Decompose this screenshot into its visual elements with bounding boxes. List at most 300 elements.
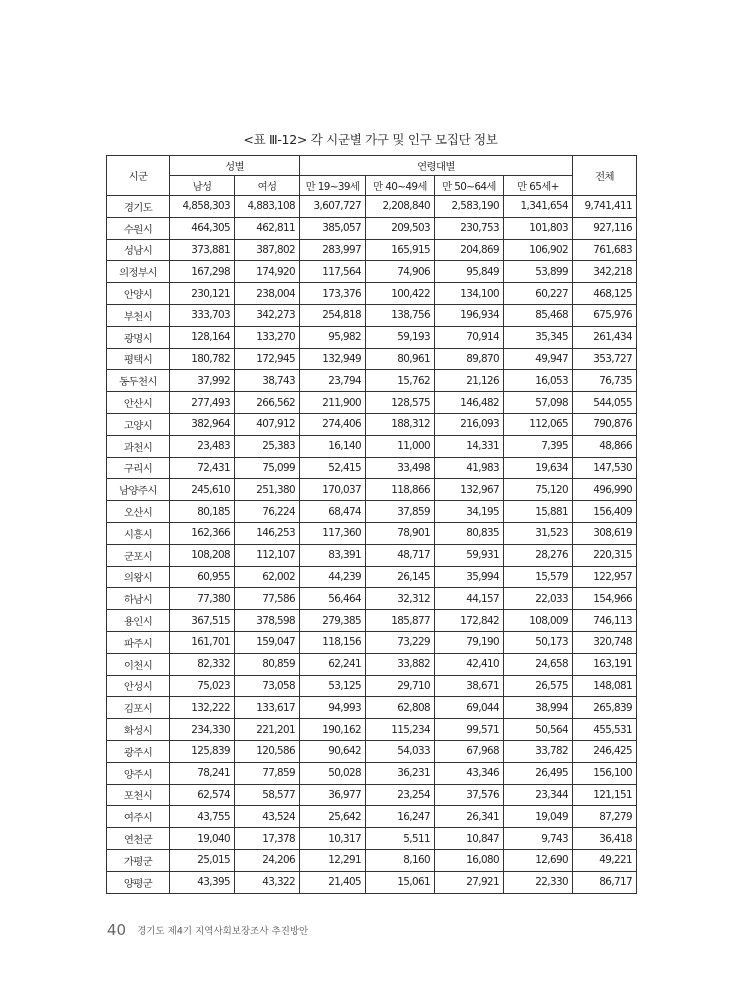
- cell-age-40-49: 33,498: [366, 457, 435, 479]
- cell-age-40-49: 80,961: [366, 348, 435, 370]
- cell-age-65-plus: 19,049: [504, 806, 573, 828]
- cell-total: 342,218: [573, 261, 637, 283]
- table-row: [107, 631, 637, 653]
- cell-region: 김포시: [107, 697, 170, 719]
- cell-region: 의왕시: [107, 566, 170, 588]
- cell-age-40-49: 100,422: [366, 283, 435, 305]
- cell-male: 125,839: [170, 740, 235, 762]
- table-row: [107, 544, 637, 566]
- cell-female: 58,577: [235, 784, 300, 806]
- cell-age-65-plus: 108,009: [504, 610, 573, 632]
- cell-age-19-39: 132,949: [300, 348, 366, 370]
- cell-total: 261,434: [573, 326, 637, 348]
- cell-age-19-39: 190,162: [300, 719, 366, 741]
- cell-age-65-plus: 23,344: [504, 784, 573, 806]
- cell-male: 132,222: [170, 697, 235, 719]
- cell-total: 87,279: [573, 806, 637, 828]
- cell-age-40-49: 37,859: [366, 501, 435, 523]
- cell-male: 19,040: [170, 828, 235, 850]
- table-row: [107, 196, 637, 218]
- cell-age-50-64: 230,753: [435, 217, 504, 239]
- cell-total: 147,530: [573, 457, 637, 479]
- cell-age-40-49: 62,808: [366, 697, 435, 719]
- header-gender-group: 성별: [170, 156, 300, 176]
- cell-age-19-39: 53,125: [300, 675, 366, 697]
- cell-female: 38,743: [235, 370, 300, 392]
- cell-female: 133,270: [235, 326, 300, 348]
- cell-age-65-plus: 26,575: [504, 675, 573, 697]
- cell-age-50-64: 2,583,190: [435, 196, 504, 218]
- cell-total: 544,055: [573, 392, 637, 414]
- cell-male: 128,164: [170, 326, 235, 348]
- cell-female: 76,224: [235, 501, 300, 523]
- cell-age-50-64: 132,967: [435, 479, 504, 501]
- cell-female: 73,058: [235, 675, 300, 697]
- cell-female: 62,002: [235, 566, 300, 588]
- cell-age-19-39: 21,405: [300, 871, 366, 893]
- table-row: [107, 239, 637, 261]
- cell-female: 25,383: [235, 435, 300, 457]
- cell-age-50-64: 44,157: [435, 588, 504, 610]
- cell-age-50-64: 95,849: [435, 261, 504, 283]
- cell-age-40-49: 11,000: [366, 435, 435, 457]
- cell-male: 43,755: [170, 806, 235, 828]
- cell-age-40-49: 48,717: [366, 544, 435, 566]
- table-row: [107, 370, 637, 392]
- cell-region: 하남시: [107, 588, 170, 610]
- cell-female: 80,859: [235, 653, 300, 675]
- cell-age-40-49: 209,503: [366, 217, 435, 239]
- header-female: 여성: [235, 176, 300, 196]
- table-row: [107, 283, 637, 305]
- cell-male: 82,332: [170, 653, 235, 675]
- cell-region: 안양시: [107, 283, 170, 305]
- cell-age-40-49: 78,901: [366, 522, 435, 544]
- cell-age-50-64: 69,044: [435, 697, 504, 719]
- running-title: 경기도 제4기 지역사회보장조사 추진방안: [137, 926, 309, 937]
- cell-total: 353,727: [573, 348, 637, 370]
- cell-male: 37,992: [170, 370, 235, 392]
- table-row: [107, 261, 637, 283]
- cell-male: 245,610: [170, 479, 235, 501]
- header-age-19-39: 만 19~39세: [300, 176, 366, 196]
- cell-total: 148,081: [573, 675, 637, 697]
- cell-age-65-plus: 16,053: [504, 370, 573, 392]
- cell-age-65-plus: 106,902: [504, 239, 573, 261]
- cell-female: 159,047: [235, 631, 300, 653]
- cell-total: 746,113: [573, 610, 637, 632]
- table-row: [107, 413, 637, 435]
- table-row: [107, 740, 637, 762]
- header-age-group: 연령대별: [300, 156, 573, 176]
- cell-male: 382,964: [170, 413, 235, 435]
- cell-age-50-64: 204,869: [435, 239, 504, 261]
- table-row: [107, 653, 637, 675]
- cell-male: 43,395: [170, 871, 235, 893]
- cell-age-40-49: 36,231: [366, 762, 435, 784]
- cell-age-65-plus: 31,523: [504, 522, 573, 544]
- cell-age-65-plus: 15,881: [504, 501, 573, 523]
- table-row: [107, 806, 637, 828]
- cell-region: 남양주시: [107, 479, 170, 501]
- cell-male: 373,881: [170, 239, 235, 261]
- cell-male: 333,703: [170, 304, 235, 326]
- cell-female: 342,273: [235, 304, 300, 326]
- cell-region: 동두천시: [107, 370, 170, 392]
- cell-age-19-39: 95,982: [300, 326, 366, 348]
- cell-age-19-39: 25,642: [300, 806, 366, 828]
- cell-age-65-plus: 1,341,654: [504, 196, 573, 218]
- table-row: [107, 675, 637, 697]
- cell-total: 49,221: [573, 849, 637, 871]
- cell-male: 4,858,303: [170, 196, 235, 218]
- cell-age-19-39: 56,464: [300, 588, 366, 610]
- cell-age-50-64: 70,914: [435, 326, 504, 348]
- cell-female: 75,099: [235, 457, 300, 479]
- cell-age-65-plus: 101,803: [504, 217, 573, 239]
- cell-total: 156,409: [573, 501, 637, 523]
- table-row: [107, 304, 637, 326]
- table-row: [107, 457, 637, 479]
- cell-male: 75,023: [170, 675, 235, 697]
- cell-age-50-64: 21,126: [435, 370, 504, 392]
- cell-region: 연천군: [107, 828, 170, 850]
- cell-age-19-39: 3,607,727: [300, 196, 366, 218]
- cell-age-50-64: 80,835: [435, 522, 504, 544]
- cell-age-19-39: 173,376: [300, 283, 366, 305]
- cell-age-65-plus: 7,395: [504, 435, 573, 457]
- cell-age-19-39: 117,360: [300, 522, 366, 544]
- cell-age-50-64: 59,931: [435, 544, 504, 566]
- cell-female: 266,562: [235, 392, 300, 414]
- cell-age-50-64: 196,934: [435, 304, 504, 326]
- population-table: [106, 155, 637, 894]
- cell-age-40-49: 32,312: [366, 588, 435, 610]
- cell-age-65-plus: 57,098: [504, 392, 573, 414]
- cell-male: 72,431: [170, 457, 235, 479]
- cell-age-19-39: 283,997: [300, 239, 366, 261]
- cell-age-50-64: 146,482: [435, 392, 504, 414]
- cell-region: 부천시: [107, 304, 170, 326]
- cell-age-40-49: 185,877: [366, 610, 435, 632]
- cell-female: 378,598: [235, 610, 300, 632]
- cell-age-19-39: 90,642: [300, 740, 366, 762]
- cell-total: 163,191: [573, 653, 637, 675]
- table-row: [107, 697, 637, 719]
- cell-region: 안산시: [107, 392, 170, 414]
- cell-age-19-39: 12,291: [300, 849, 366, 871]
- header-region: 시군: [107, 156, 170, 196]
- cell-age-40-49: 188,312: [366, 413, 435, 435]
- cell-age-65-plus: 35,345: [504, 326, 573, 348]
- cell-age-65-plus: 22,330: [504, 871, 573, 893]
- cell-region: 수원시: [107, 217, 170, 239]
- cell-male: 25,015: [170, 849, 235, 871]
- cell-female: 172,945: [235, 348, 300, 370]
- cell-region: 의정부시: [107, 261, 170, 283]
- cell-female: 4,883,108: [235, 196, 300, 218]
- cell-age-65-plus: 49,947: [504, 348, 573, 370]
- cell-age-40-49: 29,710: [366, 675, 435, 697]
- table-row: [107, 217, 637, 239]
- cell-female: 77,859: [235, 762, 300, 784]
- cell-total: 220,315: [573, 544, 637, 566]
- cell-age-65-plus: 26,495: [504, 762, 573, 784]
- cell-age-50-64: 42,410: [435, 653, 504, 675]
- cell-male: 162,366: [170, 522, 235, 544]
- cell-age-40-49: 138,756: [366, 304, 435, 326]
- cell-total: 86,717: [573, 871, 637, 893]
- cell-age-19-39: 170,037: [300, 479, 366, 501]
- cell-age-65-plus: 28,276: [504, 544, 573, 566]
- cell-region: 군포시: [107, 544, 170, 566]
- cell-female: 120,586: [235, 740, 300, 762]
- cell-age-65-plus: 50,173: [504, 631, 573, 653]
- cell-age-65-plus: 24,658: [504, 653, 573, 675]
- cell-total: 9,741,411: [573, 196, 637, 218]
- cell-age-19-39: 279,385: [300, 610, 366, 632]
- cell-female: 112,107: [235, 544, 300, 566]
- cell-female: 133,617: [235, 697, 300, 719]
- cell-male: 234,330: [170, 719, 235, 741]
- cell-total: 121,151: [573, 784, 637, 806]
- table-row: [107, 479, 637, 501]
- cell-age-40-49: 115,234: [366, 719, 435, 741]
- header-age-50-64: 만 50~64세: [435, 176, 504, 196]
- cell-total: 154,966: [573, 588, 637, 610]
- header-age-65-plus: 만 65세+: [504, 176, 573, 196]
- cell-age-40-49: 8,160: [366, 849, 435, 871]
- table-row: [107, 501, 637, 523]
- cell-age-50-64: 10,847: [435, 828, 504, 850]
- table-row: [107, 784, 637, 806]
- cell-age-65-plus: 112,065: [504, 413, 573, 435]
- cell-region: 화성시: [107, 719, 170, 741]
- cell-age-50-64: 35,994: [435, 566, 504, 588]
- cell-total: 675,976: [573, 304, 637, 326]
- cell-age-50-64: 27,921: [435, 871, 504, 893]
- cell-region: 양주시: [107, 762, 170, 784]
- header-row-sub: [107, 176, 637, 196]
- cell-total: 36,418: [573, 828, 637, 850]
- cell-region: 고양시: [107, 413, 170, 435]
- page-number: 40: [107, 921, 127, 939]
- cell-total: 122,957: [573, 566, 637, 588]
- cell-age-50-64: 41,983: [435, 457, 504, 479]
- table-row: [107, 849, 637, 871]
- cell-region: 포천시: [107, 784, 170, 806]
- cell-female: 221,201: [235, 719, 300, 741]
- cell-total: 455,531: [573, 719, 637, 741]
- cell-age-50-64: 89,870: [435, 348, 504, 370]
- cell-age-19-39: 118,156: [300, 631, 366, 653]
- cell-region: 가평군: [107, 849, 170, 871]
- table-row: [107, 588, 637, 610]
- cell-male: 180,782: [170, 348, 235, 370]
- table-row: [107, 828, 637, 850]
- cell-female: 387,802: [235, 239, 300, 261]
- cell-region: 구리시: [107, 457, 170, 479]
- cell-age-40-49: 54,033: [366, 740, 435, 762]
- cell-age-40-49: 73,229: [366, 631, 435, 653]
- cell-age-19-39: 10,317: [300, 828, 366, 850]
- cell-age-40-49: 15,061: [366, 871, 435, 893]
- table-row: [107, 762, 637, 784]
- table-caption: <표 Ⅲ-12> 각 시군별 가구 및 인구 모집단 정보: [243, 132, 498, 147]
- cell-age-65-plus: 85,468: [504, 304, 573, 326]
- cell-male: 23,483: [170, 435, 235, 457]
- cell-region: 양평군: [107, 871, 170, 893]
- cell-female: 17,378: [235, 828, 300, 850]
- cell-region: 성남시: [107, 239, 170, 261]
- cell-age-65-plus: 12,690: [504, 849, 573, 871]
- cell-male: 277,493: [170, 392, 235, 414]
- cell-age-50-64: 43,346: [435, 762, 504, 784]
- cell-female: 407,912: [235, 413, 300, 435]
- cell-region: 안성시: [107, 675, 170, 697]
- cell-age-65-plus: 33,782: [504, 740, 573, 762]
- cell-female: 146,253: [235, 522, 300, 544]
- cell-male: 167,298: [170, 261, 235, 283]
- cell-male: 367,515: [170, 610, 235, 632]
- cell-age-50-64: 172,842: [435, 610, 504, 632]
- cell-total: 761,683: [573, 239, 637, 261]
- cell-age-19-39: 254,818: [300, 304, 366, 326]
- cell-age-19-39: 62,241: [300, 653, 366, 675]
- table-row: [107, 610, 637, 632]
- cell-total: 308,619: [573, 522, 637, 544]
- cell-age-50-64: 37,576: [435, 784, 504, 806]
- cell-age-40-49: 2,208,840: [366, 196, 435, 218]
- cell-age-40-49: 5,511: [366, 828, 435, 850]
- cell-region: 이천시: [107, 653, 170, 675]
- cell-age-19-39: 211,900: [300, 392, 366, 414]
- cell-age-50-64: 38,671: [435, 675, 504, 697]
- cell-region: 광명시: [107, 326, 170, 348]
- cell-region: 오산시: [107, 501, 170, 523]
- cell-total: 320,748: [573, 631, 637, 653]
- cell-male: 80,185: [170, 501, 235, 523]
- cell-age-40-49: 118,866: [366, 479, 435, 501]
- cell-age-40-49: 26,145: [366, 566, 435, 588]
- cell-age-65-plus: 9,743: [504, 828, 573, 850]
- cell-total: 790,876: [573, 413, 637, 435]
- cell-total: 265,839: [573, 697, 637, 719]
- cell-age-65-plus: 19,634: [504, 457, 573, 479]
- cell-female: 238,004: [235, 283, 300, 305]
- cell-age-19-39: 94,993: [300, 697, 366, 719]
- cell-age-40-49: 74,906: [366, 261, 435, 283]
- cell-age-40-49: 165,915: [366, 239, 435, 261]
- cell-total: 156,100: [573, 762, 637, 784]
- cell-age-40-49: 16,247: [366, 806, 435, 828]
- cell-region: 용인시: [107, 610, 170, 632]
- cell-age-19-39: 44,239: [300, 566, 366, 588]
- header-row-top: [107, 156, 637, 176]
- table-row: [107, 348, 637, 370]
- cell-age-50-64: 79,190: [435, 631, 504, 653]
- cell-region: 과천시: [107, 435, 170, 457]
- cell-total: 496,990: [573, 479, 637, 501]
- cell-age-40-49: 23,254: [366, 784, 435, 806]
- cell-region: 경기도: [107, 196, 170, 218]
- cell-region: 광주시: [107, 740, 170, 762]
- cell-male: 62,574: [170, 784, 235, 806]
- table-body: [107, 196, 637, 894]
- cell-male: 108,208: [170, 544, 235, 566]
- cell-age-65-plus: 53,899: [504, 261, 573, 283]
- cell-female: 43,524: [235, 806, 300, 828]
- cell-female: 77,586: [235, 588, 300, 610]
- cell-age-50-64: 16,080: [435, 849, 504, 871]
- cell-age-19-39: 23,794: [300, 370, 366, 392]
- cell-male: 161,701: [170, 631, 235, 653]
- cell-age-50-64: 26,341: [435, 806, 504, 828]
- cell-female: 24,206: [235, 849, 300, 871]
- cell-age-40-49: 128,575: [366, 392, 435, 414]
- cell-age-19-39: 16,140: [300, 435, 366, 457]
- cell-male: 230,121: [170, 283, 235, 305]
- cell-female: 174,920: [235, 261, 300, 283]
- cell-age-65-plus: 75,120: [504, 479, 573, 501]
- table-row: [107, 522, 637, 544]
- cell-age-50-64: 99,571: [435, 719, 504, 741]
- table-row: [107, 435, 637, 457]
- cell-age-50-64: 34,195: [435, 501, 504, 523]
- cell-region: 시흥시: [107, 522, 170, 544]
- cell-total: 468,125: [573, 283, 637, 305]
- cell-age-65-plus: 60,227: [504, 283, 573, 305]
- table-row: [107, 719, 637, 741]
- table-row: [107, 326, 637, 348]
- cell-total: 76,735: [573, 370, 637, 392]
- cell-total: 927,116: [573, 217, 637, 239]
- cell-age-65-plus: 22,033: [504, 588, 573, 610]
- cell-age-65-plus: 38,994: [504, 697, 573, 719]
- header-total: 전체: [573, 156, 637, 196]
- cell-total: 48,866: [573, 435, 637, 457]
- cell-age-40-49: 33,882: [366, 653, 435, 675]
- header-male: 남성: [170, 176, 235, 196]
- cell-age-19-39: 68,474: [300, 501, 366, 523]
- cell-region: 평택시: [107, 348, 170, 370]
- cell-age-19-39: 50,028: [300, 762, 366, 784]
- cell-age-40-49: 15,762: [366, 370, 435, 392]
- cell-age-19-39: 52,415: [300, 457, 366, 479]
- cell-female: 462,811: [235, 217, 300, 239]
- cell-female: 43,322: [235, 871, 300, 893]
- table-row: [107, 871, 637, 893]
- cell-region: 파주시: [107, 631, 170, 653]
- cell-age-50-64: 134,100: [435, 283, 504, 305]
- page-footer: [107, 921, 308, 939]
- cell-age-65-plus: 15,579: [504, 566, 573, 588]
- cell-age-19-39: 36,977: [300, 784, 366, 806]
- cell-age-19-39: 385,057: [300, 217, 366, 239]
- table-row: [107, 566, 637, 588]
- cell-male: 78,241: [170, 762, 235, 784]
- cell-female: 251,380: [235, 479, 300, 501]
- cell-region: 여주시: [107, 806, 170, 828]
- cell-age-19-39: 117,564: [300, 261, 366, 283]
- cell-male: 60,955: [170, 566, 235, 588]
- cell-age-50-64: 14,331: [435, 435, 504, 457]
- cell-age-19-39: 83,391: [300, 544, 366, 566]
- cell-age-50-64: 216,093: [435, 413, 504, 435]
- cell-total: 246,425: [573, 740, 637, 762]
- cell-male: 77,380: [170, 588, 235, 610]
- cell-age-19-39: 274,406: [300, 413, 366, 435]
